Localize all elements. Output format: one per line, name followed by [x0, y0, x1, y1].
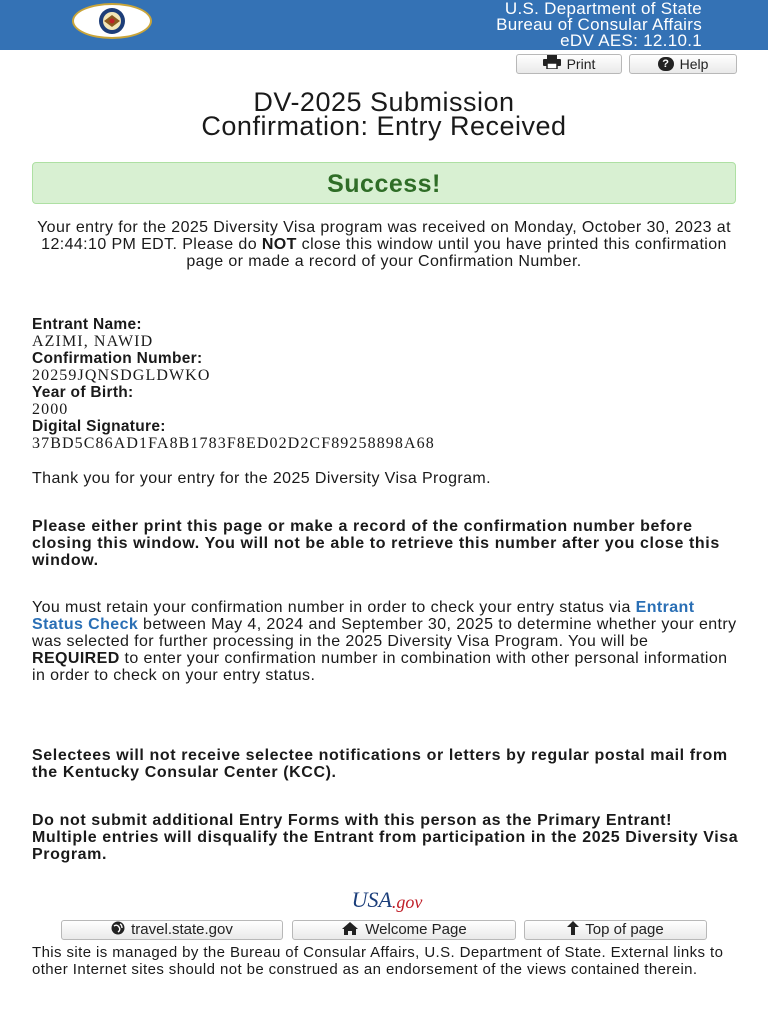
confirmation-number-value: 20259JQNSDGLDWKO	[32, 367, 211, 384]
usagov-logo-icon[interactable]	[303, 887, 471, 913]
welcome-page-button[interactable]	[292, 920, 516, 940]
header-bureau: Bureau of Consular Affairs	[496, 15, 702, 34]
confirmation-number-label: Confirmation Number:	[32, 350, 203, 367]
digital-signature-value: 37BD5C86AD1FA8B1783F8ED02D2CF89258898A68	[32, 435, 435, 452]
travel-label: travel.state.gov	[131, 921, 233, 938]
year-of-birth-label: Year of Birth:	[32, 384, 134, 401]
success-alert: Success!	[32, 162, 736, 204]
intro-text-after: close this window until you have printed this confirmation page or made a record of your Confirmation Number.	[186, 236, 727, 270]
intro-emphasis: NOT	[261, 236, 297, 253]
globe-icon	[111, 921, 125, 940]
site-header	[0, 0, 768, 50]
page-title	[0, 87, 768, 141]
retain-text-before: You must retain your confirmation number in order to check your entry status via	[32, 599, 636, 616]
digital-signature-label: Digital Signature:	[32, 418, 166, 435]
page-title-line-1: DV-2025 Submission	[253, 87, 515, 117]
entrant-status-check-link[interactable]: Entrant Status Check	[32, 599, 695, 633]
site-disclaimer: This site is managed by the Bureau of Consular Affairs, U.S. Department of State. External links to other Internet sites should not be construed as an endorsement of the views contained therein.	[32, 944, 724, 978]
page-title-line-2: Confirmation: Entry Received	[201, 111, 567, 141]
help-label: Help	[679, 56, 709, 72]
selectees-notice-text: Selectees will not receive selectee notifications or letters by regular postal mail from the Kentucky Consular Center (KCC).	[32, 747, 728, 781]
intro-text-before: Your entry for the 2025 Diversity Visa program was received on Monday, October 30, 2023 at 12:44:10 PM EDT. Please do	[37, 219, 731, 253]
print-warning-text: Please either print this page or make a record of the confirmation number before closing this window. You will not be able to retrieve this number after you close this window.	[32, 518, 720, 569]
print-label: Print	[566, 56, 596, 72]
retain-emphasis: REQUIRED	[32, 650, 120, 667]
travel-state-gov-button[interactable]	[61, 920, 283, 940]
thank-you-text: Thank you for your entry for the 2025 Diversity Visa Program.	[32, 470, 491, 487]
retain-confirmation-text	[32, 599, 740, 684]
entry-received-message	[24, 219, 744, 270]
help-button[interactable]	[629, 54, 737, 74]
home-icon	[341, 921, 359, 940]
printer-icon	[543, 55, 561, 73]
header-department: U.S. Department of State	[504, 0, 702, 18]
retain-text-after: to enter your confirmation number in combination with other personal information in order to check on your entry status.	[32, 650, 728, 684]
arrow-up-icon	[567, 921, 579, 940]
welcome-label: Welcome Page	[365, 921, 467, 938]
header-version: eDV AES: 12.10.1	[560, 31, 702, 50]
print-button[interactable]	[516, 54, 622, 74]
top-of-page-button[interactable]	[524, 920, 707, 940]
question-circle-icon: ?	[658, 57, 674, 71]
entrant-details	[32, 316, 742, 452]
year-of-birth-value: 2000	[32, 401, 69, 418]
entrant-name-value: AZIMI, NAWID	[32, 333, 154, 350]
usagov-usa-text: USA	[351, 887, 392, 912]
top-label: Top of page	[585, 921, 664, 938]
retain-text-middle: between May 4, 2024 and September 30, 2025 to determine whether your entry was selected for further processing in the 2025 Diversity Visa Program. You will be	[32, 616, 737, 650]
usagov-gov-text: .gov	[391, 892, 423, 912]
multiple-entries-warning-text: Do not submit additional Entry Forms with this person as the Primary Entrant! Multiple entries will disqualify the Entrant from participation in the 2025 Diversity Visa Program.	[32, 812, 739, 863]
entrant-name-label: Entrant Name:	[32, 316, 142, 333]
state-department-seal-icon	[72, 3, 152, 39]
